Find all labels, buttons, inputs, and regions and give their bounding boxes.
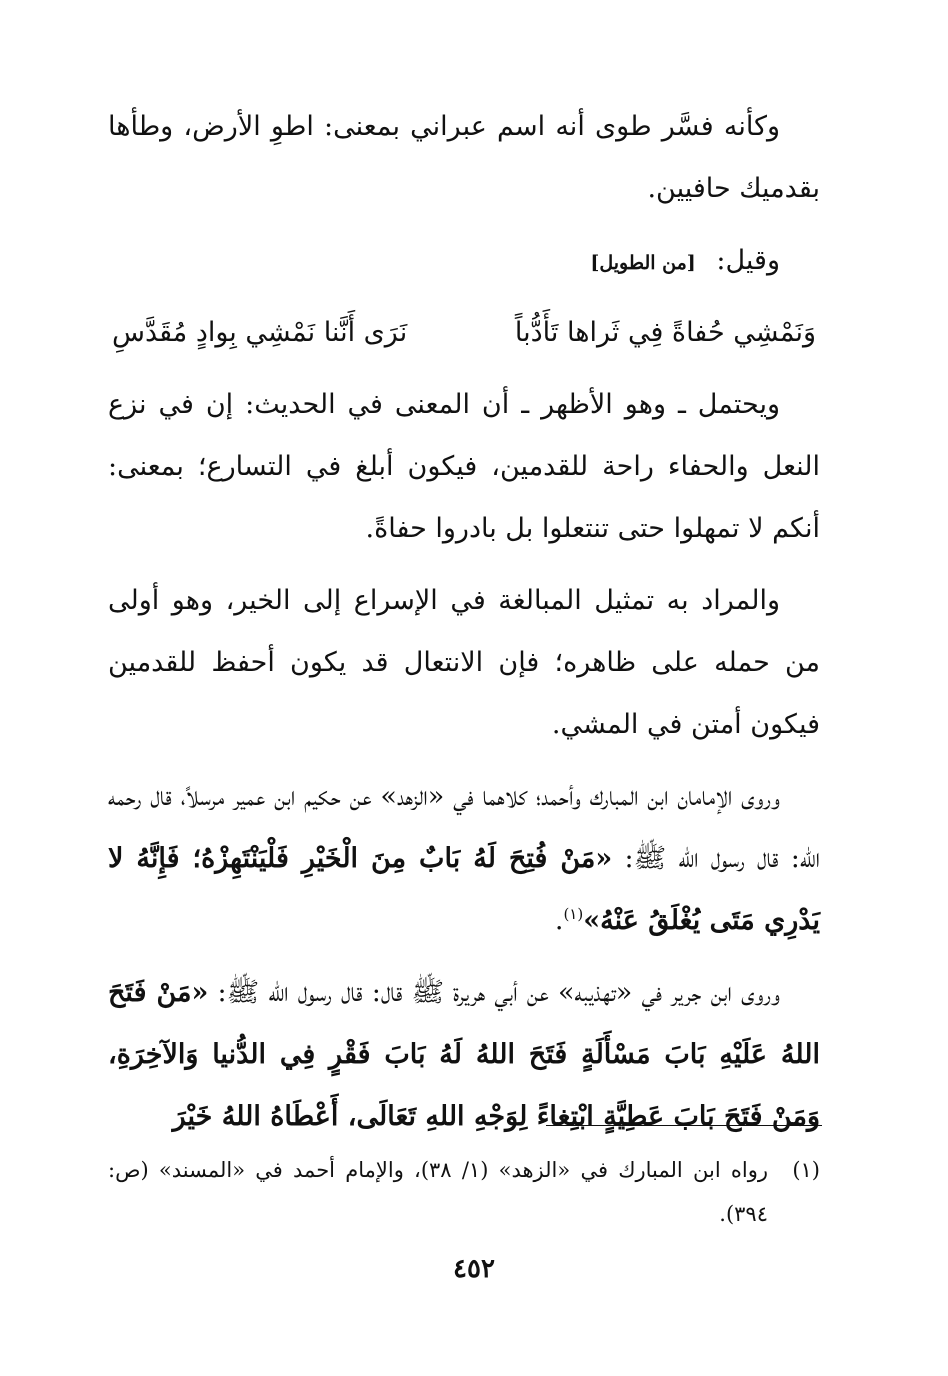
meter-label: [من الطويل] (590, 252, 696, 274)
paragraph-4 (108, 766, 820, 952)
footnote-marker: (١) (792, 1158, 820, 1182)
footnotes (108, 1148, 820, 1236)
footnote-divider (546, 1125, 822, 1126)
footnote-text: رواه ابن المبارك في «الزهد» (١/ ٣٨)، والإمام أحمد في «المسند» (ص: ٣٩٤). (108, 1158, 768, 1226)
verse-right-hemistich: وَنَمْشِي حُفاةً فِي ثَراها تَأَدُّباً (514, 317, 816, 348)
verse-intro-text: وقيل: (716, 245, 780, 276)
paragraph-4-end: . (554, 905, 564, 936)
paragraph-2: ويحتمل ـ وهو الأظهر ـ أن المعنى في الحديث: إن في نزع النعل والحفاء راحة للقدمين، فيكون أبلغ في التسارع؛ بمعنى: أنكم لا تمهلوا حتى تنتعلوا بل بادروا حفاةً. (108, 389, 820, 544)
paragraph-4-text: وروى الإمامان ابن المبارك وأحمد؛ كلاهما في «الزهد» عن حكيم ابن عمير مرسلاً، قال رحمه الله: قال رسول الله ﷺ: (108, 781, 820, 874)
page-number: ٤٥٢ (453, 1254, 495, 1284)
hadith-quote-2: «مَنْ فَتَحَ اللهُ عَلَيْهِ بَابَ مَسْأَلَةٍ فَتَحَ اللهُ لَهُ بَابَ فَقْرٍ فِي الدُّنيا وَالآخِرَةِ، وَمَنْ فَتَحَ بَابَ عَطِيَّةٍ ابْتِغاءً لِوَجْهِ اللهِ تَعَالَى، أَعْطَاهُ اللهُ خَيْرَ (108, 977, 820, 1132)
verse-left-hemistich: نَرَى أَنَّنا نَمْشِي بِوادٍ مُقَدَّسِ (112, 317, 408, 348)
paragraph-1: وكأنه فسَّر طوى أنه اسم عبراني بمعنى: اطوِ الأرض، وطأها بقدميك حافيين. (108, 111, 820, 204)
footnote-1 (108, 1148, 820, 1236)
hadith-quote-1: «مَنْ فُتِحَ لَهُ بَابٌ مِنَ الْخَيْرِ فَلْيَنْتَهِزْهُ؛ فَإِنَّهُ لا يَدْرِي مَتَى يُغْلَقُ عَنْهُ» (108, 843, 820, 936)
paragraph-5 (108, 962, 820, 1148)
verse-intro (108, 230, 820, 294)
paragraph-5-text: وروى ابن جرير في «تهذيبه» عن أبي هريرة ﷺ قال: قال رسول الله ﷺ: (217, 977, 780, 1008)
poem-verse (108, 302, 820, 364)
main-text (108, 96, 820, 1158)
footnote-reference-1[interactable]: (١) (563, 905, 584, 923)
paragraph-3: والمراد به تمثيل المبالغة في الإسراع إلى الخير، وهو أولى من حمله على ظاهره؛ فإن الانتعال قد يكون أحفظ للقدمين فيكون أمتن في المشي. (108, 585, 820, 740)
